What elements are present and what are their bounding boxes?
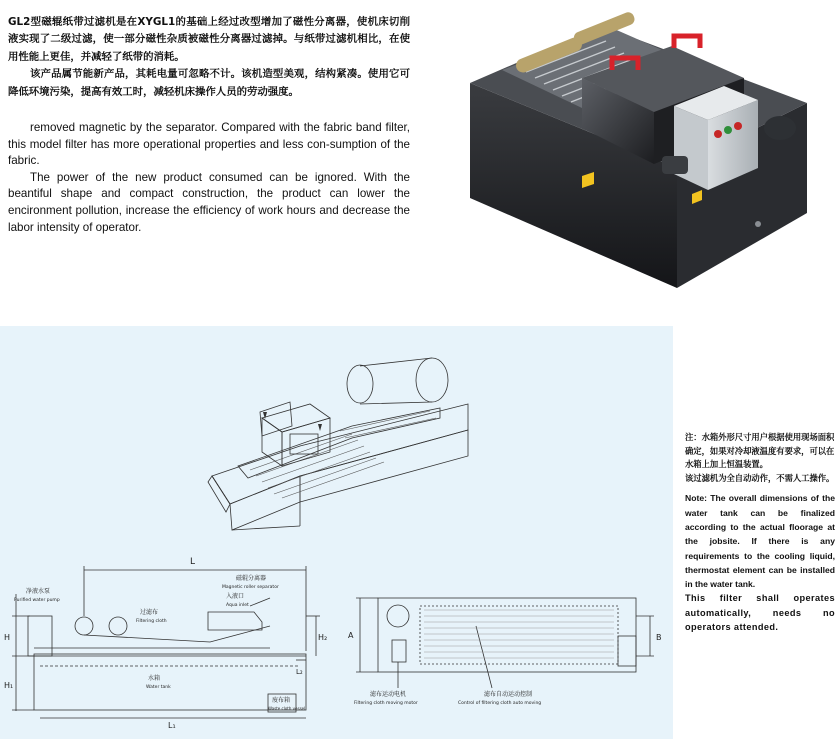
label-tank-en: Water tank <box>146 685 171 690</box>
technical-drawing-panel <box>0 326 673 739</box>
dim-A: A <box>348 631 354 640</box>
dim-L1: L₁ <box>168 721 176 730</box>
intro-zh-paragraph-2: 该产品属节能新产品，其耗电量可忽略不计。该机造型美观，结构紧凑。使用它可降低环境污染，提高有效工时，减轻机床操作人员的劳动强度。 <box>8 68 410 98</box>
label-separator-en: Magnetic roller separator <box>222 585 279 590</box>
product-photo <box>462 8 818 296</box>
label-cloth-zh: 过滤布 <box>140 609 159 616</box>
dim-B: B <box>656 633 662 642</box>
intro-text <box>8 14 410 236</box>
label-vessel-en: Waste cloth vessel <box>268 706 306 711</box>
label-control-en: Control of filtering cloth auto moving <box>458 701 542 706</box>
isometric-view <box>208 358 468 530</box>
end-elevation <box>356 598 654 688</box>
intro-en-paragraph-1: removed magnetic by the separator. Compared with the fabric band filter, this model filter has more operational properties and less con-sumption of the fabric. <box>8 121 410 168</box>
note-zh-auto: 该过滤机为全自动动作，不需人工操作。 <box>685 472 835 483</box>
intro-en-paragraph-2: The power of the new product consumed can be ignored. With the beantiful shape and compact construction, the product can lower the encironment pollution, increase the efficiency of work hours and decrease the labor intensity of operator. <box>8 170 410 234</box>
label-vessel-zh: 废布箱 <box>272 697 291 704</box>
note-en: Note: The overall dimensions of the water tank can be finalized according to the actual floorage at the jobsite. If there is any requirements to the cooling liquid, thermostat element can be installed in the water tank. <box>685 493 835 590</box>
label-tank-zh: 水箱 <box>148 675 161 682</box>
notes <box>685 431 835 634</box>
label-inlet-zh: 入液口 <box>226 593 245 600</box>
note-en-auto: This filter shall operates automatically, needs no operators attended. <box>685 593 835 633</box>
label-inlet-en: Aqua inlet <box>226 603 249 608</box>
dim-H2: H₂ <box>318 633 328 642</box>
label-separator-zh: 磁辊分离器 <box>236 575 267 582</box>
dim-H1: H₁ <box>4 681 14 690</box>
label-motor-zh: 滤布运动电机 <box>370 691 407 698</box>
dim-L2: L₂ <box>296 668 303 676</box>
technical-drawing <box>0 326 673 739</box>
intro-zh-paragraph-1: GL2型磁辊纸带过滤机是在XYGL1的基础上经过改型增加了磁性分离器，使机床切削液实现了二级过滤，使一部分磁性杂质被磁性分离器过滤掉。与纸带过滤机相比，在使用性能上更佳，并减轻了纸带的消耗。 <box>8 16 410 63</box>
label-control-zh: 滤布自动运动控制 <box>484 691 533 698</box>
label-pump-zh: 净液水泵 <box>26 588 51 595</box>
label-motor-en: Filtering cloth moving motor <box>354 701 418 706</box>
dim-H: H <box>4 633 11 642</box>
label-cloth-en: Filtering cloth <box>136 619 167 624</box>
label-pump-en: Purified water pump <box>14 598 60 603</box>
dim-L: L <box>190 557 196 567</box>
note-zh: 注：水箱外形尺寸用户根据使用现场面积确定，如果对冷却液温度有要求，可以在水箱上加上恒温装置。 <box>685 432 835 470</box>
